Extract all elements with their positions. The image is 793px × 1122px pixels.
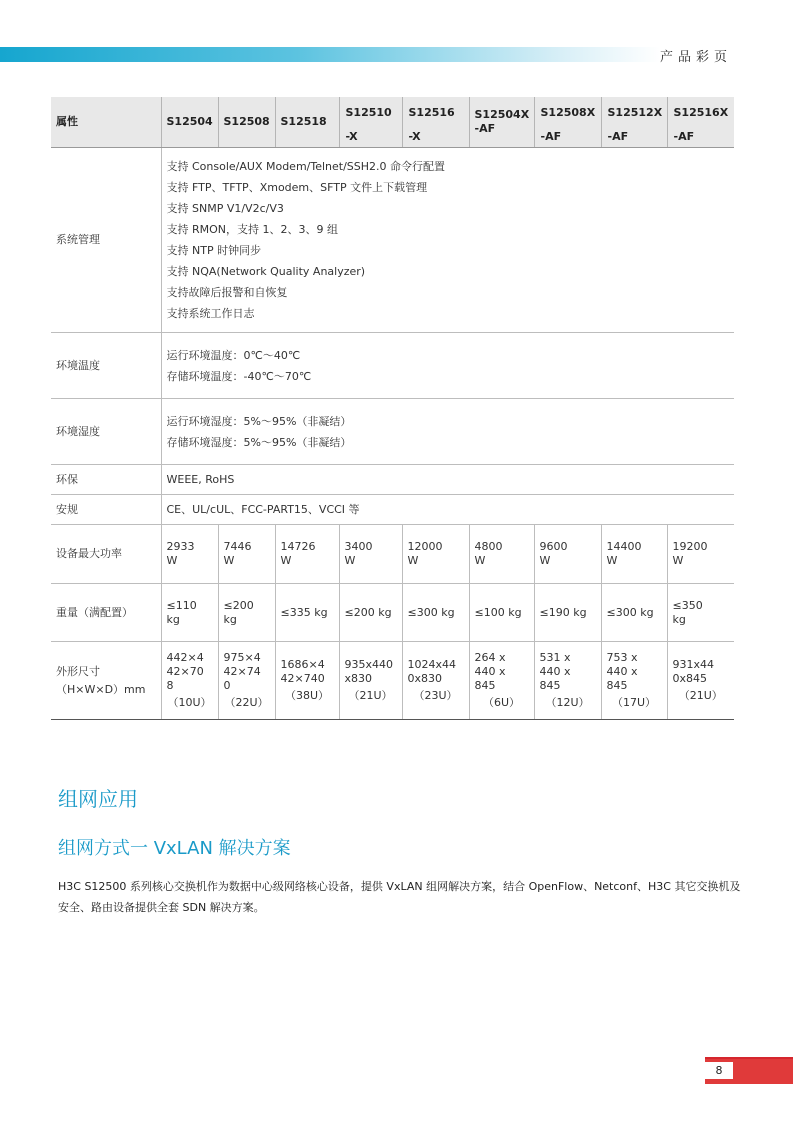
row-label: 安规 — [51, 495, 161, 525]
cell-line: ≤335 kg — [280, 605, 328, 619]
rack-unit: （21U） — [678, 689, 723, 702]
cell-line: 440 x — [474, 665, 506, 678]
row-label: 系统管理 — [51, 148, 161, 333]
cell-line: 14726 — [280, 540, 316, 553]
model-line1: S12510 — [345, 106, 392, 119]
row-value: WEEE, RoHS — [161, 465, 734, 495]
cell-line: 1686×4 — [280, 658, 325, 671]
cell-line: W — [474, 554, 486, 567]
header-model: S12508 — [218, 97, 275, 148]
power-cell — [469, 525, 534, 584]
cell-line: 3400 — [344, 540, 373, 553]
text-line: 支持 FTP、TFTP、Xmodem、SFTP 文件上下载管理 — [166, 181, 428, 194]
header-model — [601, 97, 667, 148]
text-line: 支持 NTP 时钟同步 — [166, 244, 262, 257]
dimension-cell — [218, 642, 275, 720]
dimension-cell — [601, 642, 667, 720]
table-row-system-management — [51, 148, 734, 333]
cell-line: kg — [166, 612, 180, 626]
weight-cell — [339, 584, 402, 642]
model-line2: -X — [408, 130, 421, 143]
cell-line: 14400 — [606, 540, 642, 553]
cell-line: ≤200 kg — [344, 605, 392, 619]
table-header-row — [51, 97, 734, 148]
dimension-cell — [667, 642, 734, 720]
weight-cell — [469, 584, 534, 642]
weight-cell — [275, 584, 339, 642]
body-paragraph: H3C S12500 系列核心交换机作为数据中心级网络核心设备，提供 VxLAN 组网解决方案，结合 OpenFlow、Netconf、H3C 其它交换机及安全、路由设备提供全套 SDN 解决方案。 — [58, 880, 741, 914]
header-model — [402, 97, 469, 148]
power-cell — [161, 525, 218, 584]
table-row-dimensions — [51, 642, 734, 720]
cell-line: 264 x — [474, 651, 506, 664]
dimension-cell — [275, 642, 339, 720]
cell-line: 8 — [166, 679, 174, 692]
cell-line: ≤190 kg — [539, 605, 587, 619]
rack-unit: （17U） — [611, 696, 657, 709]
power-cell — [339, 525, 402, 584]
cell-line: 1024x44 — [407, 658, 457, 671]
row-value: CE、UL/cUL、FCC-PART15、VCCI 等 — [161, 495, 734, 525]
text-line: 支持 NQA(Network Quality Analyzer) — [166, 265, 366, 278]
cell-line: ≤200 — [223, 598, 254, 612]
model-line1: S12516X — [673, 106, 729, 119]
model-line2: -AF — [673, 130, 695, 143]
subsection-heading: 组网方式一 VxLAN 解决方案 — [58, 838, 291, 859]
page-number: 8 — [705, 1062, 733, 1079]
row-label — [51, 642, 161, 720]
row-label: 环保 — [51, 465, 161, 495]
model-line1: S12504X — [474, 108, 530, 121]
cell-line: ≤350 — [672, 598, 703, 612]
cell-line: 12000 — [407, 540, 443, 553]
cell-line: 42×70 — [166, 665, 204, 678]
weight-cell — [402, 584, 469, 642]
text-line: 支持 Console/AUX Modem/Telnet/SSH2.0 命令行配置 — [166, 160, 446, 173]
power-cell — [534, 525, 601, 584]
row-label: 设备最大功率 — [51, 525, 161, 584]
dimension-cell — [402, 642, 469, 720]
table-row-temperature — [51, 333, 734, 399]
model-line1: S12508X — [540, 106, 596, 119]
power-cell — [601, 525, 667, 584]
cell-line: 0x845 — [672, 672, 708, 685]
text-line: 支持故障后报警和自恢复 — [166, 286, 288, 299]
rack-unit: （23U） — [413, 689, 458, 702]
table-row-weight — [51, 584, 734, 642]
cell-line: ≤110 — [166, 598, 197, 612]
cell-line: W — [606, 554, 618, 567]
rack-unit: （6U） — [482, 696, 521, 709]
table-row-environmental — [51, 465, 734, 495]
row-label: 环境湿度 — [51, 399, 161, 465]
weight-cell — [218, 584, 275, 642]
header-model: S12504 — [161, 97, 218, 148]
row-label: 重量（满配置） — [51, 584, 161, 642]
cell-line: 440 x — [606, 665, 638, 678]
cell-line: 531 x — [539, 651, 571, 664]
cell-line: 2933 — [166, 540, 195, 553]
table-row-max-power — [51, 525, 734, 584]
header-model: S12518 — [275, 97, 339, 148]
dimension-cell — [534, 642, 601, 720]
cell-line: 7446 — [223, 540, 252, 553]
model-line1: S12512X — [607, 106, 663, 119]
header-model — [339, 97, 402, 148]
cell-line: 4800 — [474, 540, 503, 553]
model-line2: -AF — [607, 130, 629, 143]
dimension-cell — [161, 642, 218, 720]
text-line: 支持系统工作日志 — [166, 307, 255, 320]
header-attribute: 属性 — [51, 97, 161, 148]
table-row-humidity — [51, 399, 734, 465]
rack-unit: （38U） — [284, 689, 330, 702]
text-line: 支持 SNMP V1/V2c/V3 — [166, 202, 284, 215]
dimension-cell — [339, 642, 402, 720]
cell-line: W — [280, 554, 292, 567]
spec-table — [51, 97, 734, 720]
cell-line: W — [344, 554, 356, 567]
cell-line: 9600 — [539, 540, 568, 553]
row-label: 环境温度 — [51, 333, 161, 399]
cell-line: 42×74 — [223, 665, 261, 678]
cell-line: W — [166, 554, 178, 567]
text-line: 存储环境温度：-40℃～70℃ — [166, 369, 312, 383]
cell-line: 845 — [606, 679, 628, 692]
cell-line: ≤300 kg — [606, 605, 654, 619]
cell-line: 753 x — [606, 651, 638, 664]
row-value — [161, 333, 734, 399]
table-row-safety — [51, 495, 734, 525]
label-line: 外形尺寸 — [56, 664, 100, 678]
model-line1: S12516 — [408, 106, 455, 119]
rack-unit: （12U） — [545, 696, 590, 709]
rack-unit: （10U） — [167, 696, 212, 709]
cell-line: 975×4 — [223, 651, 261, 664]
cell-line: kg — [672, 612, 686, 626]
power-cell — [218, 525, 275, 584]
cell-line: W — [223, 554, 235, 567]
cell-line: kg — [223, 612, 237, 626]
header-section-title: 产品彩页 — [660, 50, 733, 65]
cell-line: 442×4 — [166, 651, 204, 664]
row-value — [161, 399, 734, 465]
cell-line: 0x830 — [407, 672, 443, 685]
model-line2: -AF — [540, 130, 562, 143]
cell-line: W — [539, 554, 551, 567]
power-cell — [402, 525, 469, 584]
cell-line: W — [672, 554, 684, 567]
cell-line: 42×740 — [280, 672, 325, 685]
cell-line: ≤100 kg — [474, 605, 522, 619]
dimension-cell — [469, 642, 534, 720]
header-gradient-bar — [0, 47, 660, 62]
power-cell — [667, 525, 734, 584]
rack-unit: （21U） — [348, 689, 393, 702]
cell-line: 845 — [474, 679, 496, 692]
weight-cell — [161, 584, 218, 642]
cell-line: 0 — [223, 679, 231, 692]
text-line: 支持 RMON，支持 1、2、3、9 组 — [166, 223, 339, 236]
power-cell — [275, 525, 339, 584]
cell-line: 931x44 — [672, 658, 715, 671]
cell-line: 845 — [539, 679, 561, 692]
row-value — [161, 148, 734, 333]
cell-line: 19200 — [672, 540, 708, 553]
model-line2: -AF — [474, 122, 496, 135]
text-line: 运行环境湿度：5%～95%（非凝结） — [166, 414, 352, 428]
cell-line: ≤300 kg — [407, 605, 455, 619]
text-line: 存储环境湿度：5%～95%（非凝结） — [166, 435, 352, 449]
text-line: 运行环境温度：0℃～40℃ — [166, 348, 301, 362]
model-line2: -X — [345, 130, 358, 143]
cell-line: x830 — [344, 672, 373, 685]
cell-line: 440 x — [539, 665, 571, 678]
page-number-box — [705, 1057, 793, 1086]
section-heading: 组网应用 — [58, 787, 138, 811]
header-model — [667, 97, 734, 148]
cell-line: 935x440 — [344, 658, 394, 671]
header-model — [469, 97, 534, 148]
cell-line: W — [407, 554, 419, 567]
weight-cell — [601, 584, 667, 642]
rack-unit: （22U） — [224, 696, 269, 709]
label-line: （H×W×D）mm — [56, 682, 146, 696]
header-model — [534, 97, 601, 148]
weight-cell — [534, 584, 601, 642]
weight-cell — [667, 584, 734, 642]
